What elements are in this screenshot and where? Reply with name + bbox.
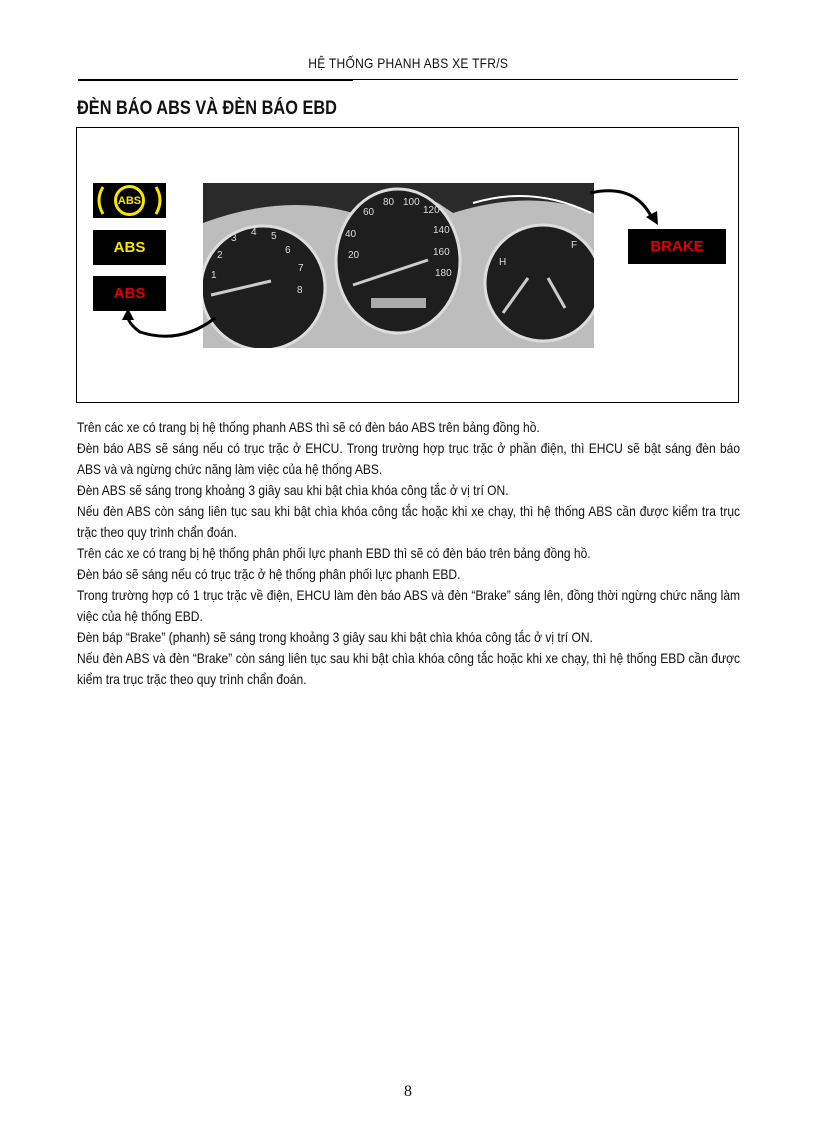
svg-text:120: 120 [423, 205, 440, 216]
abs-red-lamp: ABS [93, 276, 166, 311]
svg-text:2: 2 [217, 250, 223, 261]
abs-circle-lamp: ABS [93, 183, 166, 218]
svg-text:F: F [571, 240, 578, 251]
paragraph: Trong trường hợp có 1 trục trặc về điện, EHCU làm đèn báo ABS và đèn “Brake” sáng lên, đồng thời ngừng chức năng làm việc của hệ thống EBD. [77, 587, 741, 624]
svg-text:80: 80 [383, 197, 395, 208]
header-rule-accent [78, 79, 353, 81]
page-number: 8 [404, 1083, 412, 1100]
svg-text:8: 8 [297, 285, 303, 296]
paragraph: Trên các xe có trang bị hệ thống phanh ABS thì sẽ có đèn báo ABS trên bảng đồng hồ. [77, 419, 540, 435]
paragraph: Nếu đèn ABS và đèn “Brake” còn sáng liên tục sau khi bật chìa khóa công tắc hoặc khi xe chạy, thì hệ thống EBD cần được kiểm tra trục trặc theo quy trình chẩn đoán. [77, 650, 741, 687]
paragraph: Đèn ABS sẽ sáng trong khoảng 3 giây sau khi bật chìa khóa công tắc ở vị trí ON. [77, 482, 509, 498]
section-title: ĐÈN BÁO ABS VÀ ĐÈN BÁO EBD [77, 98, 337, 119]
svg-text:6: 6 [285, 245, 291, 256]
paragraph: Nếu đèn ABS còn sáng liên tục sau khi bật chìa khóa công tắc hoặc khi xe chạy, thì hệ thống ABS cần được kiểm tra trục trặc theo quy trình chẩn đoán. [77, 503, 741, 540]
instrument-cluster-image [203, 183, 594, 348]
running-header: HỆ THỐNG PHANH ABS XE TFR/S [308, 55, 508, 71]
svg-text:140: 140 [433, 225, 450, 236]
body-text [77, 417, 740, 690]
paragraph: Đèn báp “Brake” (phanh) sẽ sáng trong khoảng 3 giây sau khi bật chìa khóa công tắc ở vị trí ON. [77, 629, 593, 645]
svg-text:4: 4 [251, 227, 257, 238]
paragraph: Trên các xe có trang bị hệ thống phân phối lực phanh EBD thì sẽ có đèn báo trên bảng đồng hồ. [77, 545, 591, 561]
paragraph: Đèn báo ABS sẽ sáng nếu có trục trặc ở EHCU. Trong trường hợp trục trặc ở phần điện, thì EHCU sẽ bật sáng đèn báo ABS và và ngừng chức năng làm việc của hệ thống ABS. [77, 440, 741, 477]
svg-text:20: 20 [348, 250, 360, 261]
arrow-to-brake-lamp-icon [590, 183, 670, 228]
arrow-to-abs-lamp-icon [120, 300, 220, 345]
brake-lamp: BRAKE [628, 229, 726, 264]
svg-text:H: H [499, 257, 507, 268]
svg-text:60: 60 [363, 207, 375, 218]
svg-text:3: 3 [231, 233, 237, 244]
paragraph: Đèn báo sẽ sáng nếu có trục trặc ở hệ thống phân phối lực phanh EBD. [77, 566, 461, 582]
svg-text:100: 100 [403, 197, 420, 208]
svg-text:7: 7 [298, 263, 304, 274]
svg-text:40: 40 [345, 229, 357, 240]
svg-text:180: 180 [435, 268, 452, 279]
svg-text:5: 5 [271, 231, 277, 242]
svg-text:1: 1 [211, 270, 217, 281]
svg-text:160: 160 [433, 247, 450, 258]
abs-yellow-lamp: ABS [93, 230, 166, 265]
